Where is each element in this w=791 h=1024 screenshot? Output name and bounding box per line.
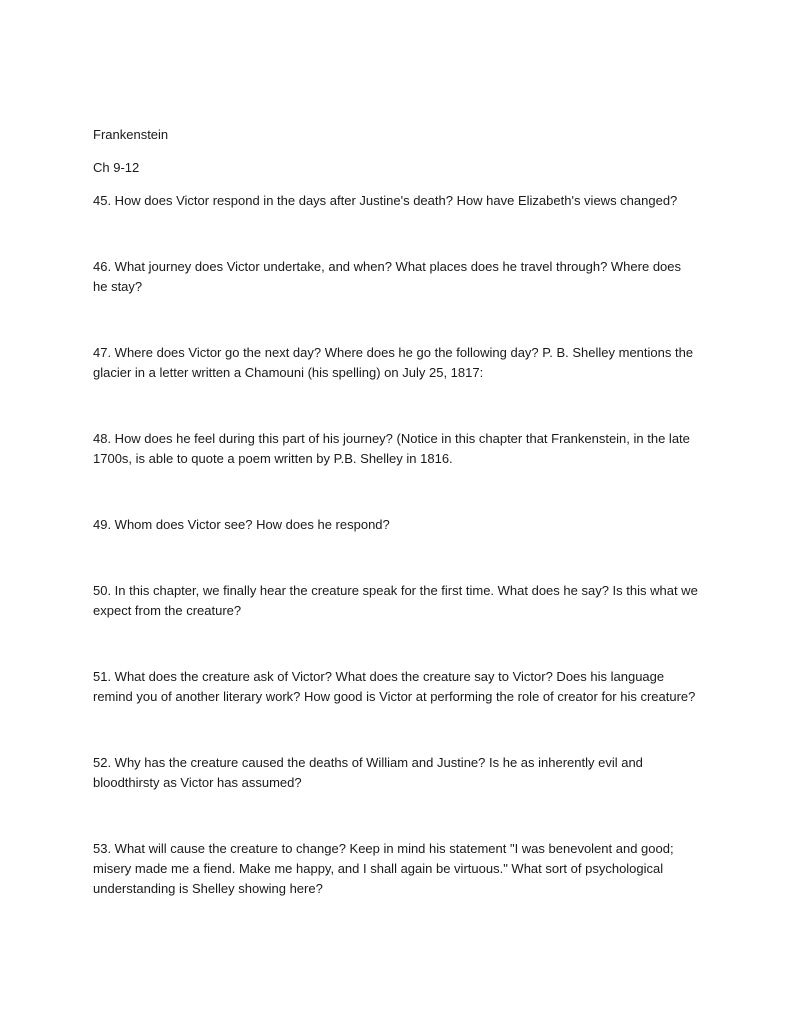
document-body [93,125,703,899]
question-49: 49. Whom does Victor see? How does he respond? [93,517,390,532]
question-46: 46. What journey does Victor undertake, and when? What places does he travel through? Where does he stay? [93,259,682,294]
question-51: 51. What does the creature ask of Victor? What does the creature say to Victor? Does his language remind you of another literary work? How good is Victor at performing the role of creator for his creature? [93,669,696,704]
document-title: Frankenstein [93,127,169,142]
question-48: 48. How does he feel during this part of his journey? (Notice in this chapter that Frankenstein, in the late 1700s, is able to quote a poem written by P.B. Shelley in 1816. [93,431,690,466]
question-47: 47. Where does Victor go the next day? Where does he go the following day? P. B. Shelley mentions the glacier in a letter written a Chamouni (his spelling) on July 25, 1817: [93,345,694,380]
chapter-label: Ch 9-12 [93,160,140,175]
question-50: 50. In this chapter, we finally hear the creature speak for the first time. What does he say? Is this what we expect from the creature? [93,583,698,618]
question-53: 53. What will cause the creature to change? Keep in mind his statement "I was benevolent and good; misery made me a fiend. Make me happy, and I shall again be virtuous." What sort of psychological understanding is Shelley showing here? [93,841,674,896]
question-45: 45. How does Victor respond in the days after Justine's death? How have Elizabeth's views changed? [93,193,678,208]
question-52: 52. Why has the creature caused the deaths of William and Justine? Is he as inherently evil and bloodthirsty as Victor has assumed? [93,755,643,790]
